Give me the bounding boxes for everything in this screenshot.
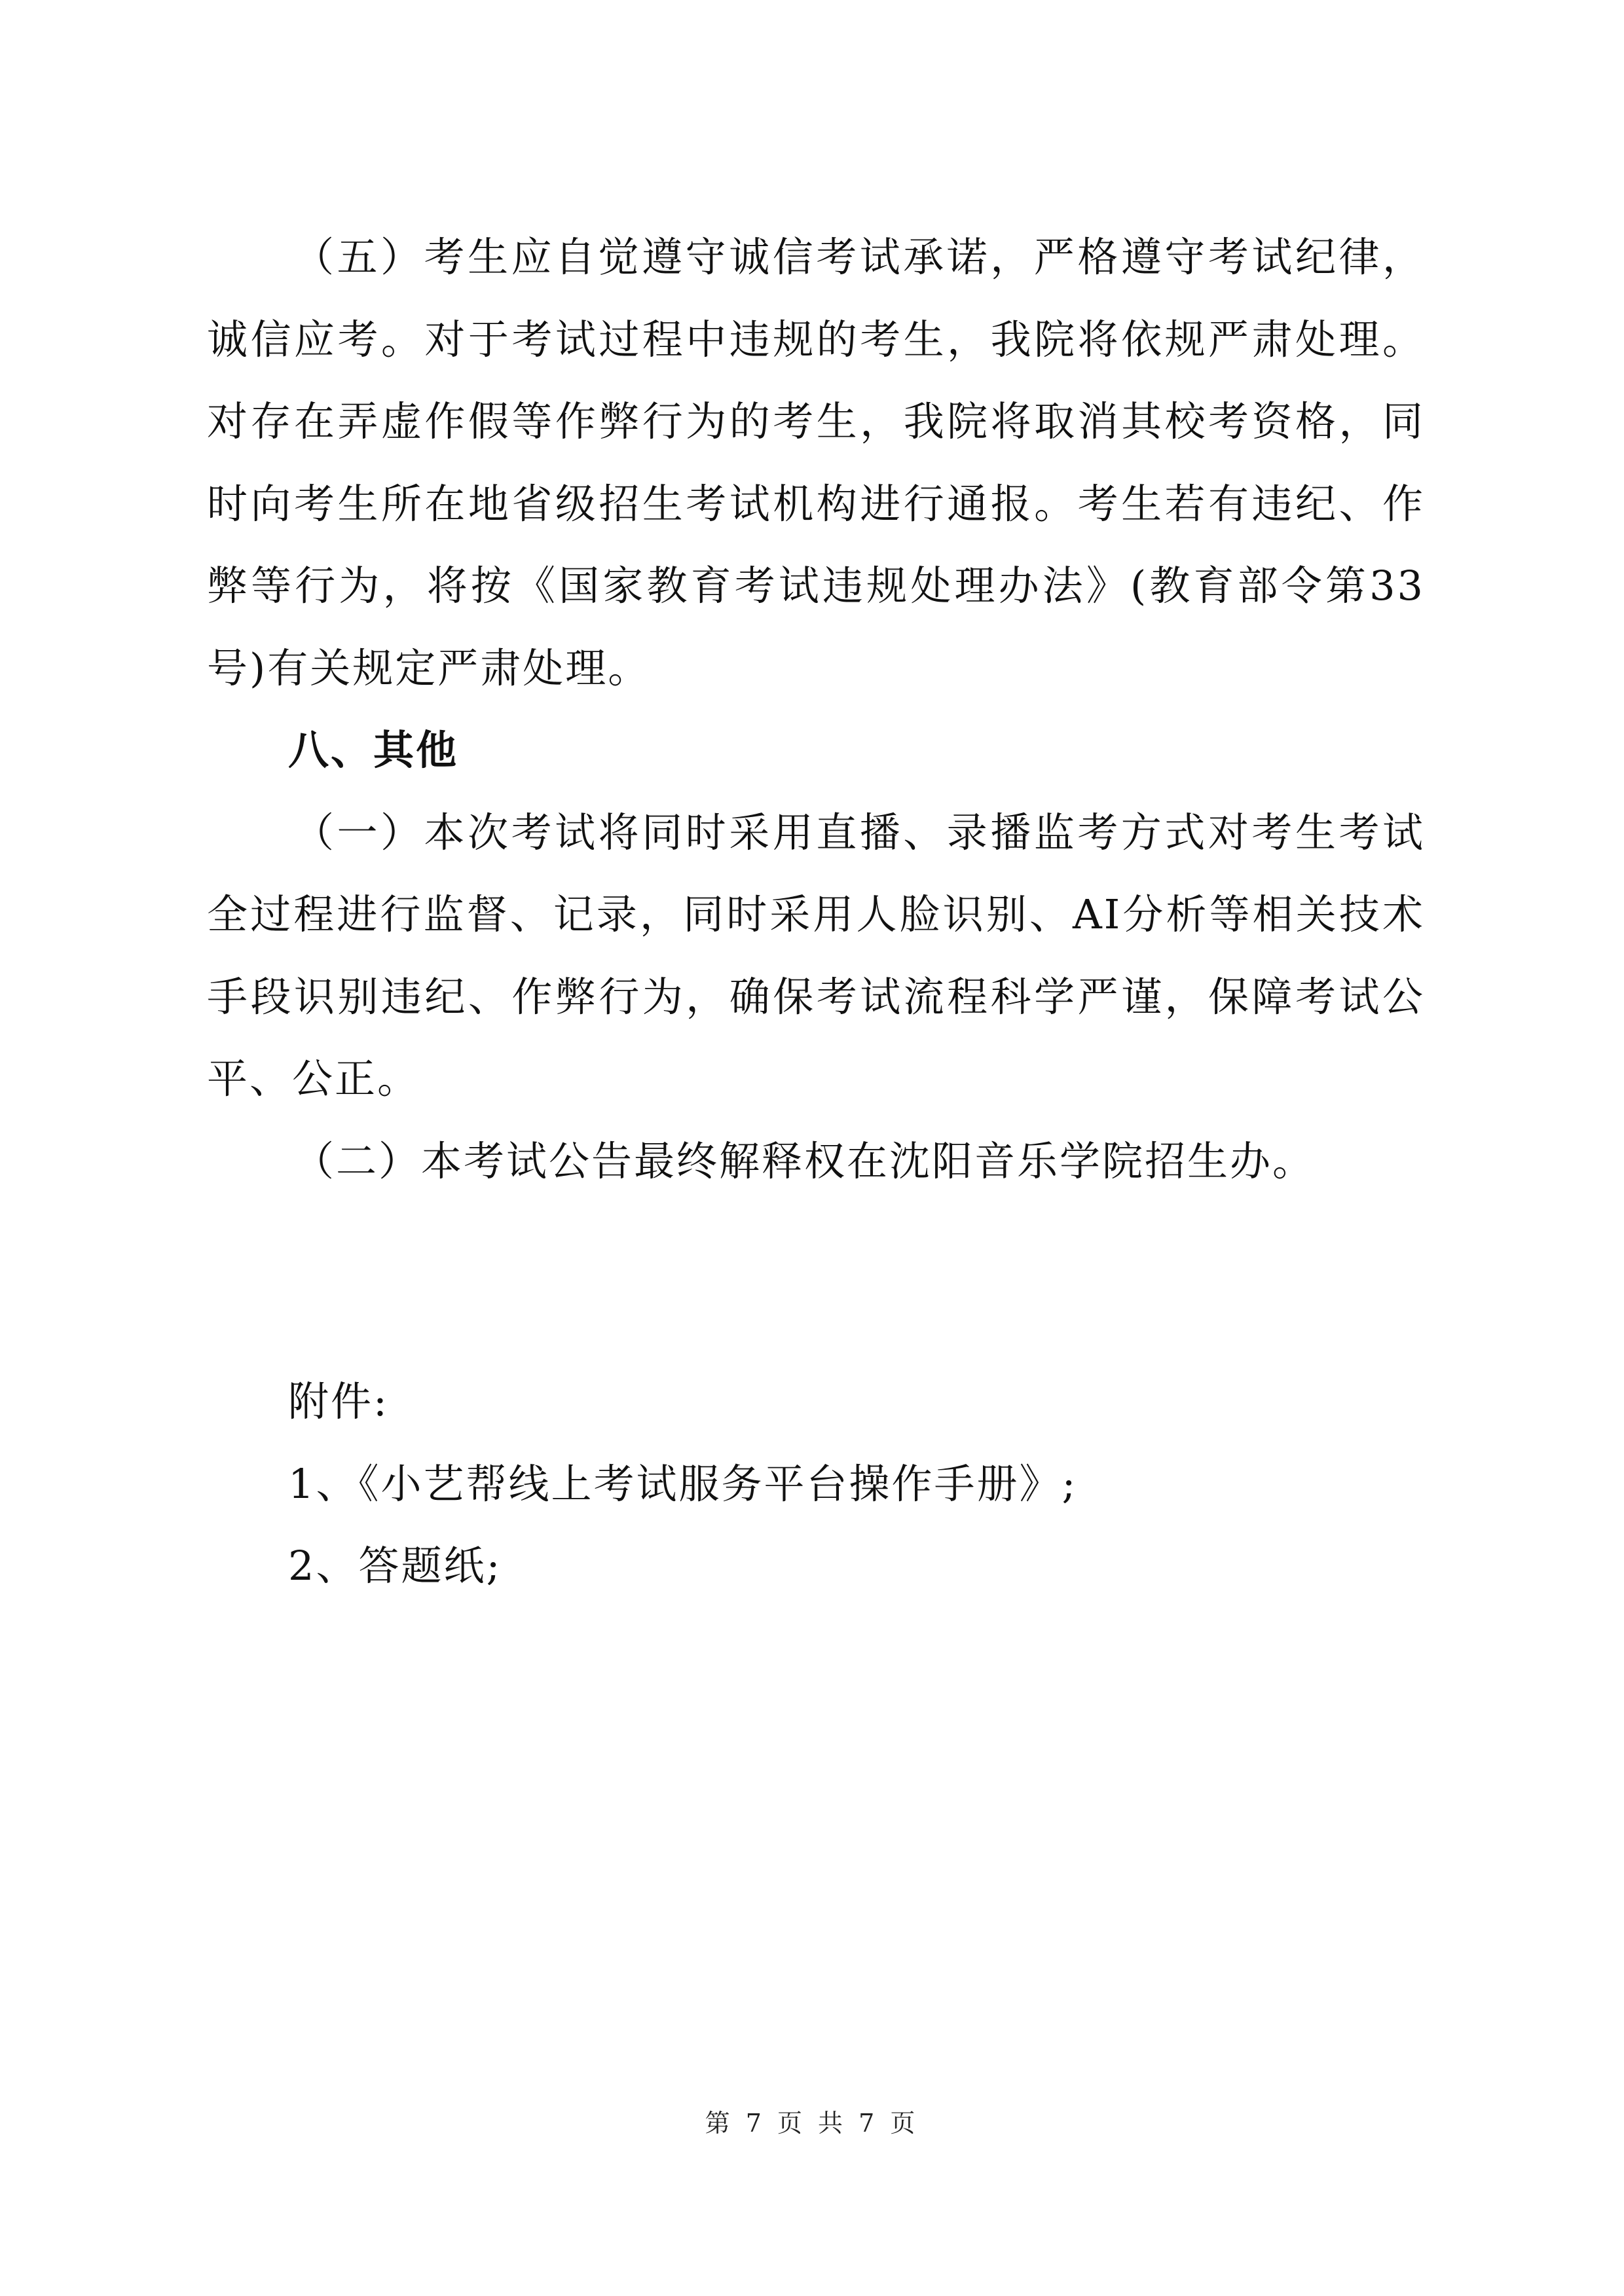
other-item-1-paragraph: （一）本次考试将同时采用直播、录播监考方式对考生考试全过程进行监督、记录，同时采用人脸识别、AI分析等相关技术手段识别违纪、作弊行为，确保考试流程科学严谨，保障考试公平、公正。 (207, 808, 1425, 1102)
attachments-section (288, 1360, 1401, 1607)
document-body (207, 216, 1425, 1202)
attachments-label: 附件: (288, 1377, 389, 1425)
attachment-item-1: 1、《小艺帮线上考试服务平台操作手册》; (288, 1459, 1078, 1508)
attachment-item-2: 2、答题纸; (288, 1542, 502, 1590)
page-number-footer: 第 7 页 共 7 页 (705, 2109, 919, 2138)
section-eight-heading: 八、其他 (288, 726, 459, 774)
other-item-2-paragraph: （二）本考试公告最终解释权在沈阳音乐学院招生办。 (293, 1137, 1316, 1185)
section-five-paragraph: （五）考生应自觉遵守诚信考试承诺，严格遵守考试纪律，诚信应考。对于考试过程中违规的考生，我院将依规严肃处理。对存在弄虚作假等作弊行为的考生，我院将取消其校考资格，同时向考生所在地省级招生考试机构进行通报。考生若有违纪、作弊等行为，将按《国家教育考试违规处理办法》(教育部令第33号)有关规定严肃处理。 (207, 233, 1425, 692)
